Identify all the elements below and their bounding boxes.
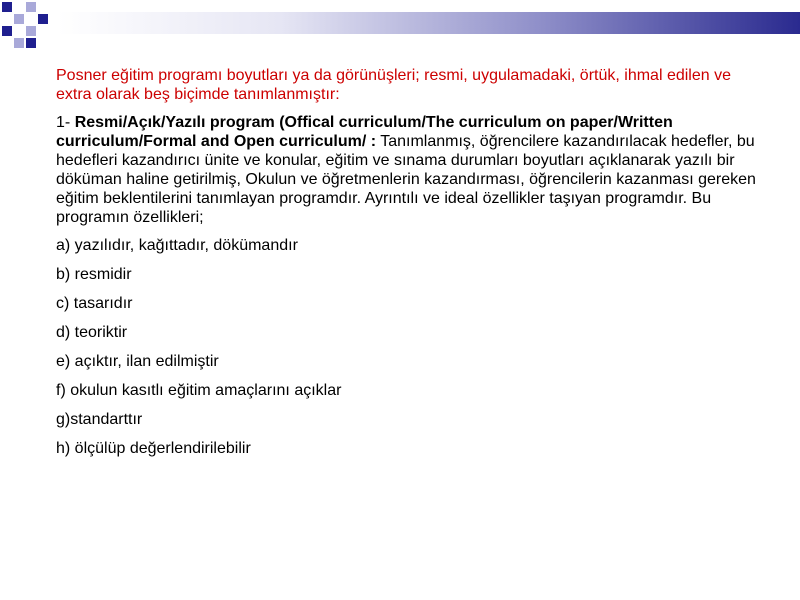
list-item: c) tasarıdır: [56, 295, 133, 312]
slide-content: [56, 66, 756, 468]
list-item: h) ölçülüp değerlendirilebilir: [56, 440, 251, 457]
decor-square: [14, 14, 24, 24]
header-gradient-bar: [58, 12, 800, 34]
section-heading: Resmi/Açık/Yazılı program (Offical curriculum/The curriculum on paper/Written curriculum/Formal and Open curriculum/ :: [56, 114, 673, 150]
list-item: f) okulun kasıtlı eğitim amaçlarını açıklar: [56, 382, 342, 399]
list-item: a) yazılıdır, kağıttadır, dökümandır: [56, 237, 298, 254]
section-paragraph: [56, 113, 756, 227]
intro-text: Posner eğitim programı boyutları ya da görünüşleri; resmi, uygulamadaki, örtük, ihmal edilen ve extra olarak beş biçimde tanımlanmıştır:: [56, 67, 731, 103]
list-item: b) resmidir: [56, 266, 132, 283]
section-number: 1-: [56, 114, 71, 131]
section-body: Tanımlanmış, öğrencilere kazandırılacak hedefler, bu hedefleri kazandırıcı ünite ve konular, eğitim ve sınama durumları boyutları açıklanarak yazılı bir döküman haline getirilmiş, Okulun ve öğretmenlerin kazandırması, öğrencilerin kazanması gereken eğitim beklentilerini tanımlayan programdır. Ayrıntılı ve ideal özellikler taşıyan programdır. Bu programın özellikleri;: [56, 133, 756, 226]
decor-square: [14, 38, 24, 48]
decor-square: [26, 2, 36, 12]
decor-square: [2, 2, 12, 12]
decor-square: [38, 14, 48, 24]
list-item: g)standarttır: [56, 411, 143, 428]
decor-square: [26, 38, 36, 48]
list-item: d) teoriktir: [56, 324, 128, 341]
decor-square: [26, 26, 36, 36]
decor-square: [2, 26, 12, 36]
list-item: e) açıktır, ilan edilmiştir: [56, 353, 219, 370]
